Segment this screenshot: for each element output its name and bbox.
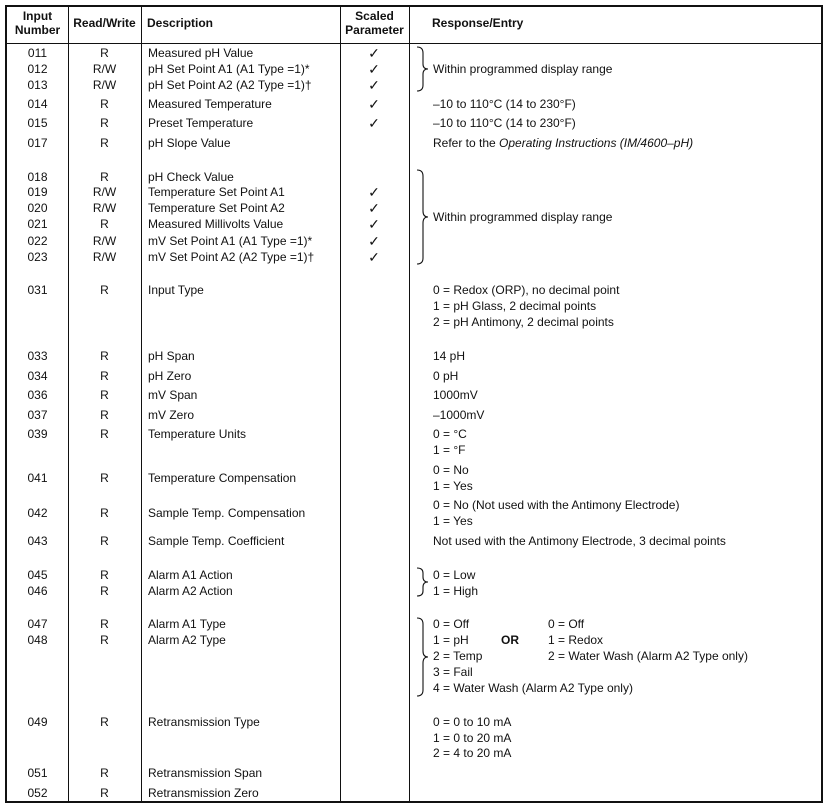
read-write: R — [100, 408, 109, 422]
read-write: R/W — [92, 62, 117, 76]
description: Retransmission Zero — [148, 786, 259, 800]
description: Measured pH Value — [148, 46, 254, 60]
input-number: 043 — [27, 534, 48, 548]
description: Alarm A1 Type — [148, 617, 226, 631]
response-alarm-type-alt-1: 1 = Redox — [548, 633, 604, 647]
input-number: 017 — [27, 136, 48, 150]
response-alarm-type-alt-2: 2 = Water Wash (Alarm A2 Type only) — [548, 649, 748, 663]
description: Temperature Compensation — [148, 471, 297, 485]
input-number: 021 — [27, 217, 48, 231]
read-write: R — [100, 568, 109, 582]
description: Measured Temperature — [148, 97, 272, 111]
read-write: R — [100, 369, 109, 383]
input-number: 018 — [27, 170, 48, 184]
response-sample-coeff: Not used with the Antimony Electrode, 3 decimal points — [433, 534, 726, 548]
description: mV Zero — [148, 408, 195, 422]
brace-icon — [415, 617, 429, 697]
input-number: 019 — [27, 185, 48, 199]
response-temp-measured: –10 to 110°C (14 to 230°F) — [433, 97, 576, 111]
input-number: 051 — [27, 766, 48, 780]
read-write: R — [100, 349, 109, 363]
read-write: R — [100, 766, 109, 780]
input-number: 048 — [27, 633, 48, 647]
input-number: 012 — [27, 62, 48, 76]
description: pH Slope Value — [148, 136, 231, 150]
input-number: 052 — [27, 786, 48, 800]
input-number: 036 — [27, 388, 48, 402]
column-divider — [409, 7, 410, 801]
response-ph-span: 14 pH — [433, 349, 466, 363]
parameter-table — [5, 5, 823, 803]
description: mV Span — [148, 388, 198, 402]
input-number: 041 — [27, 471, 48, 485]
input-number: 047 — [27, 617, 48, 631]
check-icon: ✓ — [368, 216, 380, 232]
response-mv-zero: –1000mV — [433, 408, 485, 422]
header-read-write: Read/Write — [73, 16, 136, 30]
read-write: R — [100, 283, 109, 297]
response-temp-units-1: 1 = °F — [433, 443, 466, 457]
description: Retransmission Type — [148, 715, 260, 729]
input-number: 011 — [27, 46, 48, 60]
response-slope: Refer to the Operating Instructions (IM/4600–pH) — [433, 136, 694, 150]
description: Alarm A2 Action — [148, 584, 233, 598]
description: Measured Millivolts Value — [148, 217, 284, 231]
response-input-type-1: 1 = pH Glass, 2 decimal points — [433, 299, 597, 313]
response-alarm-type-4: 4 = Water Wash (Alarm A2 Type only) — [433, 681, 633, 695]
input-number: 022 — [27, 234, 48, 248]
description: pH Set Point A1 (A1 Type =1)* — [148, 62, 310, 76]
response-alarm-action-1: 1 = High — [433, 584, 479, 598]
response-input-type-2: 2 = pH Antimony, 2 decimal points — [433, 315, 614, 329]
description: pH Span — [148, 349, 195, 363]
check-icon: ✓ — [368, 77, 380, 93]
response-alarm-type-alt-0: 0 = Off — [548, 617, 585, 631]
read-write: R — [100, 116, 109, 130]
description: mV Set Point A1 (A1 Type =1)* — [148, 234, 313, 248]
input-number: 020 — [27, 201, 48, 215]
read-write: R/W — [92, 250, 117, 264]
description: Temperature Set Point A1 — [148, 185, 285, 199]
input-number: 049 — [27, 715, 48, 729]
read-write: R — [100, 217, 109, 231]
check-icon: ✓ — [368, 233, 380, 249]
input-number: 042 — [27, 506, 48, 520]
column-divider — [141, 7, 142, 801]
description: Temperature Set Point A2 — [148, 201, 285, 215]
response-ph-zero: 0 pH — [433, 369, 459, 383]
response-sample-comp-0: 0 = No (Not used with the Antimony Electrode) — [433, 498, 680, 512]
response-temp-comp-1: 1 = Yes — [433, 479, 473, 493]
read-write: R/W — [92, 201, 117, 215]
response-retrans-type-2: 2 = 4 to 20 mA — [433, 746, 512, 760]
input-number: 014 — [27, 97, 48, 111]
response-alarm-type-3: 3 = Fail — [433, 665, 473, 679]
input-number: 033 — [27, 349, 48, 363]
input-number: 039 — [27, 427, 48, 441]
brace-icon — [415, 567, 429, 597]
read-write: R — [100, 170, 109, 184]
read-write: R — [100, 633, 109, 647]
input-number: 046 — [27, 584, 48, 598]
response-alarm-type-1: 1 = pH — [433, 633, 469, 647]
description: Retransmission Span — [148, 766, 263, 780]
read-write: R — [100, 715, 109, 729]
input-number: 037 — [27, 408, 48, 422]
input-number: 034 — [27, 369, 48, 383]
response-temp-comp-0: 0 = No — [433, 463, 469, 477]
input-number: 045 — [27, 568, 48, 582]
read-write: R — [100, 471, 109, 485]
read-write: R — [100, 46, 109, 60]
description: Sample Temp. Compensation — [148, 506, 306, 520]
response-alarm-type-0: 0 = Off — [433, 617, 470, 631]
read-write: R — [100, 534, 109, 548]
response-range: Within programmed display range — [433, 210, 613, 224]
description: Alarm A1 Action — [148, 568, 233, 582]
response-retrans-type-1: 1 = 0 to 20 mA — [433, 731, 512, 745]
brace-icon — [415, 169, 429, 265]
input-number: 013 — [27, 78, 48, 92]
input-number: 031 — [27, 283, 48, 297]
check-icon: ✓ — [368, 61, 380, 77]
read-write: R — [100, 617, 109, 631]
description: Alarm A2 Type — [148, 633, 226, 647]
read-write: R/W — [92, 234, 117, 248]
read-write: R — [100, 136, 109, 150]
brace-icon — [415, 46, 429, 92]
description: mV Set Point A2 (A2 Type =1)† — [148, 250, 315, 264]
check-icon: ✓ — [368, 200, 380, 216]
header-divider — [7, 43, 821, 44]
response-temp-units-0: 0 = °C — [433, 427, 467, 441]
description: Input Type — [148, 283, 204, 297]
column-divider — [340, 7, 341, 801]
header-description: Description — [147, 16, 214, 30]
response-sample-comp-1: 1 = Yes — [433, 514, 473, 528]
read-write: R/W — [92, 78, 117, 92]
response-temp-preset: –10 to 110°C (14 to 230°F) — [433, 116, 576, 130]
or-label: OR — [501, 633, 519, 647]
read-write: R/W — [92, 185, 117, 199]
input-number: 015 — [27, 116, 48, 130]
read-write: R — [100, 786, 109, 800]
response-retrans-type-0: 0 = 0 to 10 mA — [433, 715, 512, 729]
read-write: R — [100, 388, 109, 402]
response-mv-span: 1000mV — [433, 388, 478, 402]
check-icon: ✓ — [368, 115, 380, 131]
header-response-entry: Response/Entry — [432, 16, 524, 30]
read-write: R — [100, 506, 109, 520]
description: Sample Temp. Coefficient — [148, 534, 285, 548]
check-icon: ✓ — [368, 45, 380, 61]
read-write: R — [100, 97, 109, 111]
header-scaled-parameter: Scaled Parameter — [345, 9, 404, 37]
header-input-number: Input Number — [14, 9, 61, 37]
read-write: R — [100, 584, 109, 598]
check-icon: ✓ — [368, 184, 380, 200]
response-alarm-type-2: 2 = Temp — [433, 649, 483, 663]
response-range: Within programmed display range — [433, 62, 613, 76]
response-input-type-0: 0 = Redox (ORP), no decimal point — [433, 283, 620, 297]
check-icon: ✓ — [368, 249, 380, 265]
input-number: 023 — [27, 250, 48, 264]
description: Temperature Units — [148, 427, 247, 441]
check-icon: ✓ — [368, 96, 380, 112]
description: pH Set Point A2 (A2 Type =1)† — [148, 78, 312, 92]
response-alarm-action-0: 0 = Low — [433, 568, 476, 582]
description: Preset Temperature — [148, 116, 254, 130]
read-write: R — [100, 427, 109, 441]
description: pH Check Value — [148, 170, 234, 184]
description: pH Zero — [148, 369, 192, 383]
